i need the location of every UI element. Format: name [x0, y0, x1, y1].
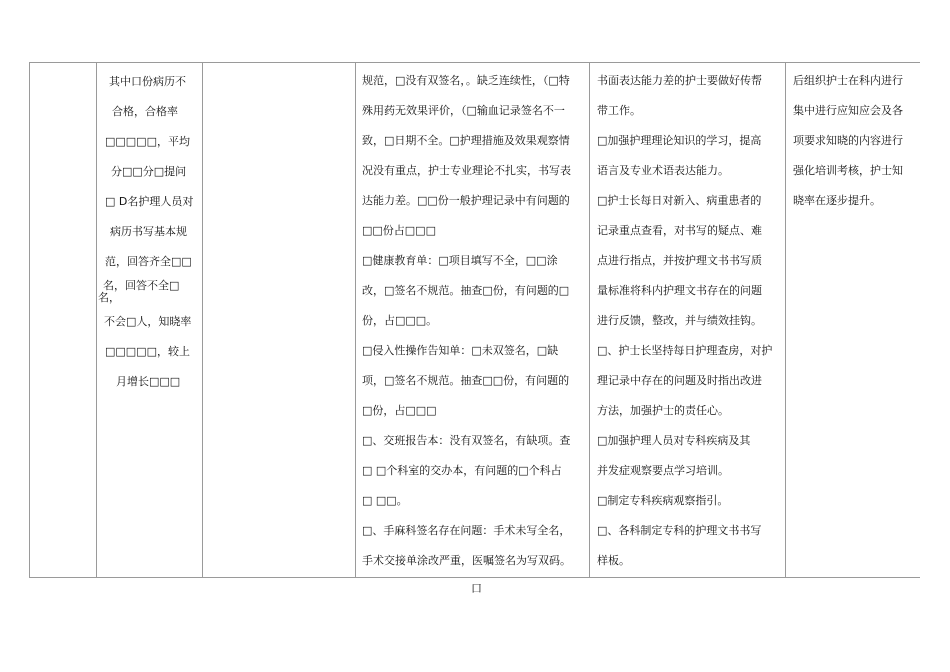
text-line: 并发症观察要点学习培训。 [597, 464, 729, 477]
text-line: 份，占□□□。 [362, 314, 438, 327]
column-divider [355, 62, 356, 578]
text-line: □、护士长坚持每日护理查房，对护 [597, 344, 773, 357]
column-divider [785, 62, 786, 578]
text-line: 不会□人，知晓率 [104, 315, 192, 328]
column-divider [202, 62, 203, 578]
text-line: 改，□签名不规范。抽查□份，有问题的□ [362, 284, 570, 297]
text-line: 规范，□没有双签名，。缺乏连续性，（□特 [362, 74, 570, 87]
text-line: 名，回答不全□ [103, 279, 180, 292]
text-line: 达能力差。□□份一般护理记录中有问题的 [362, 194, 570, 207]
text-line: 样板。 [597, 554, 630, 567]
text-line: 名， [98, 291, 120, 304]
text-line: □加强护理人员对专科疾病及其 [597, 434, 751, 447]
text-line: 分□□分□提问 [111, 165, 187, 178]
text-line: 晓率在逐步提升。 [793, 194, 881, 207]
text-line: 月增长□□□ [116, 375, 181, 388]
text-line: 书面表达能力差的护士要做好传帮 [597, 74, 762, 87]
text-line: 后组织护士在科内进行 [793, 74, 903, 87]
text-line: 项要求知晓的内容进行 [793, 134, 903, 147]
text-line: 进行反馈，整改，并与绩效挂钩。 [597, 314, 762, 327]
text-line: 致，□日期不全。□护理措施及效果观察情 [362, 134, 570, 147]
text-line: □ □□。 [362, 494, 408, 507]
text-line: □健康教育单：□项目填写不全，□□涂 [362, 254, 558, 267]
text-line: □制定专科疾病观察指引。 [597, 494, 729, 507]
text-line: 殊用药无效果评价，（□输血记录签名不一 [362, 104, 565, 117]
text-line: □加强护理理论知识的学习，提高 [597, 134, 762, 147]
text-line: 点进行指点，并按护理文书书写质 [597, 254, 762, 267]
text-line: 病历书写基本规 [110, 225, 187, 238]
text-line: □、交班报告本：没有双签名，有缺项。查 [362, 434, 571, 447]
text-line: 方法，加强护士的责任心。 [597, 404, 729, 417]
text-line: 况没有重点，护士专业理论不扎实，书写表 [362, 164, 571, 177]
text-line: □□□□□，较上 [105, 345, 190, 358]
text-line: 理记录中存在的问题及时指出改进 [597, 374, 762, 387]
text-line: 记录重点查看，对书写的疑点、难 [597, 224, 762, 237]
text-line: 手术交接单涂改严重，医嘱签名为写双码。 [362, 554, 571, 567]
text-line: 强化培训考核，护士知 [793, 164, 903, 177]
text-line: 量标准将科内护理文书存在的问题 [597, 284, 762, 297]
text-line: 项，□签名不规范。抽查□□份，有问题的 [362, 374, 570, 387]
text-line: 带工作。 [597, 104, 641, 117]
text-line: □□份占□□□ [362, 224, 436, 237]
text-line: □护士长每日对新入、病重患者的 [597, 194, 762, 207]
column-divider [96, 62, 97, 578]
column-divider [589, 62, 590, 578]
text-line: 范，回答齐全□□ [105, 255, 192, 268]
text-line: □份，占□□□ [362, 404, 437, 417]
text-line: □侵入性操作告知单：□未双签名，□缺 [362, 344, 559, 357]
text-line: □□□□□，平均 [105, 135, 190, 148]
text-line: □、手麻科签名存在问题：手术未写全名， [362, 524, 571, 537]
text-line: □ D名护理人员对 [105, 195, 194, 208]
text-line: 语言及专业术语表达能力。 [597, 164, 729, 177]
text-line: □、各科制定专科的护理文书书写 [597, 524, 762, 537]
text-line: 集中进行应知应会及各 [793, 104, 903, 117]
text-line: 合格，合格率 [112, 105, 178, 118]
page-footer-mark: 口 [471, 582, 482, 595]
text-line: 其中口份病历不 [109, 75, 186, 88]
text-line: □ □个科室的交办本，有问题的□个科占 [362, 464, 562, 477]
